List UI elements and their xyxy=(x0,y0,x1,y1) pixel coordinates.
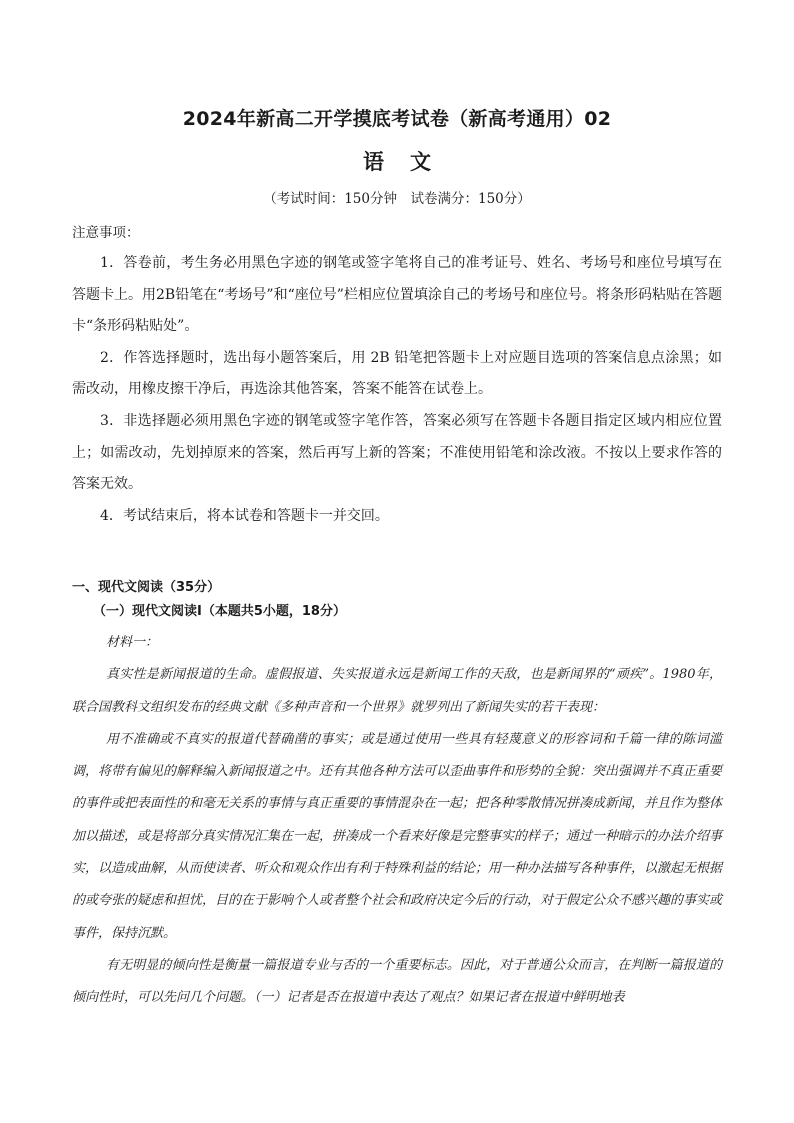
subject-char-1: 语 xyxy=(363,150,384,174)
reading-passage xyxy=(72,627,722,1015)
exam-info: （考试时间：150分钟 试卷满分：150分） xyxy=(263,191,531,207)
note-item: 1．答卷前，考生务必用黑色字迹的钢笔或签字笔将自己的准考证号、姓名、考场号和座位号填写在答题卡上。用2B铅笔在“考场号”和“座位号”栏相应位置填涂自己的考场号和座位号。将条形码粘贴在答题卡“条形码粘贴处”。 xyxy=(72,255,722,335)
subject-char-2: 文 xyxy=(410,150,431,174)
reading-paragraph: 用不准确或不真实的报道代替确凿的事实；或是通过使用一些具有轻蔑意义的形容词和千篇一律的陈词滥调，将带有偏见的解释编入新闻报道之中。还有其他各种方法可以歪曲事件和形势的全貌：突出强调并不真正重要的事件或把表面性的和毫无关系的事情与真正重要的事情混杂在一起；把各种零散情况拼凑成新闻，并且作为整体加以描述，或是将部分真实情况汇集在一起，拼凑成一个看来好像是完整事实的样子；通过一种暗示的办法介绍事实，以造成曲解，从而使读者、听众和观众作出有利于特殊利益的结论；用一种办法描写各种事件，以激起无根据的或夸张的疑虑和担忧，目的在于影响个人或者整个社会和政府决定今后的行动，对于假定公众不感兴趣的事实或事件，保持沉默。 xyxy=(72,731,723,941)
note-item: 4．考试结束后，将本试卷和答题卡一并交回。 xyxy=(100,507,389,524)
note-item: 3．非选择题必须用黑色字迹的钢笔或签字笔作答，答案必须写在答题卡各题目指定区域内相应位置上；如需改动，先划掉原来的答案，然后再写上新的答案；不准使用铅笔和涂改液。不按以上要求作答的答案无效。 xyxy=(72,412,722,493)
subsection-title: （一）现代文阅读Ⅰ（本题共5小题，18分） xyxy=(93,604,346,619)
reading-paragraph: 真实性是新闻报道的生命。虚假报道、失实报道永远是新闻工作的天敌，也是新闻界的“顽疾”。1980年，联合国教科文组织发布的经典文献《多种声音和一个世界》就罗列出了新闻失实的若干表现： xyxy=(72,667,722,715)
material-label: 材料一： xyxy=(106,635,159,650)
page-title: 2024年新高二开学摸底考试卷（新高考通用）02 xyxy=(182,108,612,130)
subject-title xyxy=(0,146,794,176)
notes-title: 注意事项： xyxy=(72,225,140,241)
note-item: 2．作答选择题时，选出每小题答案后，用 2B 铅笔把答题卡上对应题目选项的答案信息点涂黑；如需改动，用橡皮擦干净后，再选涂其他答案，答案不能答在试卷上。 xyxy=(72,349,722,398)
notes-list xyxy=(72,248,722,532)
reading-paragraph: 有无明显的倾向性是衡量一篇报道专业与否的一个重要标志。因此，对于普通公众而言，在判断一篇报道的倾向性时，可以先问几个问题。（一）记者是否在报道中表达了观点？如果记者在报道中鲜明地表 xyxy=(72,957,722,1006)
section-title: 一、现代文阅读（35分） xyxy=(72,580,221,595)
